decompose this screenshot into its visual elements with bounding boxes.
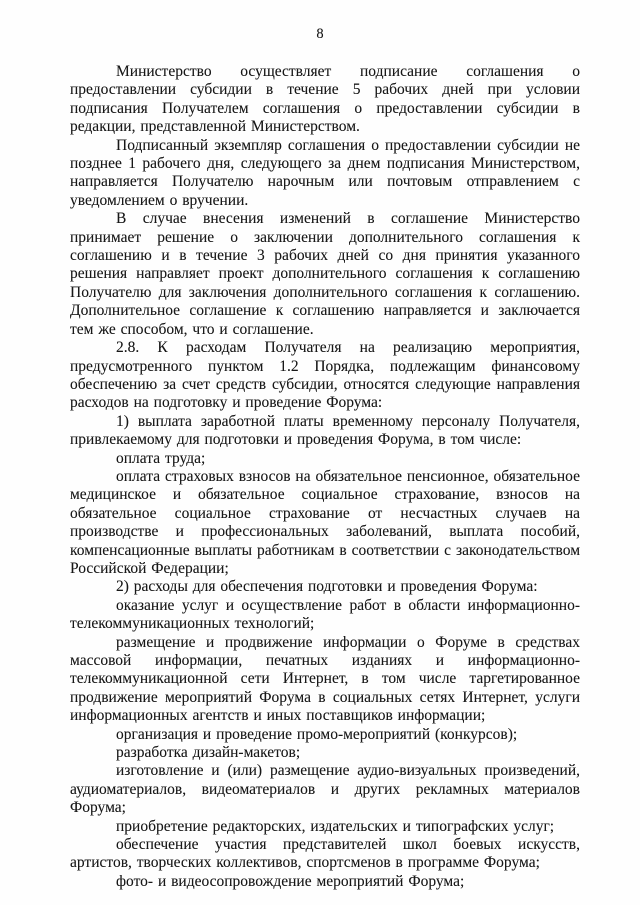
- paragraph: оказание услуг и осуществление работ в области информационно-телекоммуникационных технологий;: [70, 596, 580, 633]
- paragraph: размещение и продвижение информации о Форуме в средствах массовой информации, печатных изданиях и информационно-телекоммуникационной сети Интернет, в том числе таргетированное продвижение мероприятий Форума в социальных сетях Интернет, услуги информационных агентств и иных поставщиков информации;: [70, 633, 580, 725]
- paragraph: оплата страховых взносов на обязательное пенсионное, обязательное медицинское и обязательное социальное страхование, взносов на обязательное социальное страхование от несчастных случаев на производстве и профессиональных заболеваний, выплата пособий, компенсационные выплаты работникам в соответствии с законодательством Российской Федерации;: [70, 467, 580, 577]
- paragraph: В случае внесения изменений в соглашение Министерство принимает решение о заключении дополнительного соглашения к соглашению и в течение 3 рабочих дней со дня принятия указанного решения направляет проект дополнительного соглашения к соглашению Получателю для заключения дополнительного соглашения к соглашению. Дополнительное соглашение к соглашению направляется и заключается тем же способом, что и соглашение.: [70, 210, 580, 338]
- paragraph: Министерство осуществляет подписание соглашения о предоставлении субсидии в течение 5 рабочих дней при условии подписания Получателем соглашения о предоставлении субсидии в редакции, представленной Министерством.: [70, 63, 580, 136]
- paragraph: фото- и видеосопровождение мероприятий Форума;: [116, 872, 465, 890]
- paragraph: разработка дизайн-макетов;: [116, 744, 301, 762]
- paragraph: Подписанный экземпляр соглашения о предоставлении субсидии не позднее 1 рабочего дня, следующего за днем подписания Министерством, направляется Получателю нарочным или почтовым отправлением с уведомлением о вручении.: [70, 136, 580, 209]
- paragraph: организация и проведение промо-мероприятий (конкурсов);: [116, 725, 518, 743]
- paragraph: оплата труда;: [116, 449, 206, 467]
- paragraph: обеспечение участия представителей школ боевых искусств, артистов, творческих коллективов, спортсменов в программе Форума;: [70, 836, 580, 872]
- paragraph: 1) выплата заработной платы временному персоналу Получателя, привлекаемому для подготовки и проведения Форума, в том числе:: [70, 412, 580, 449]
- paragraph: изготовление и (или) размещение аудио-визуальных произведений, аудиоматериалов, видеоматериалов и других рекламных материалов Форума;: [70, 762, 580, 817]
- paragraph: приобретение редакторских, издательских и типографских услуг;: [116, 817, 555, 835]
- paragraph: 2.8. К расходам Получателя на реализацию мероприятия, предусмотренного пунктом 1.2 Порядка, подлежащим финансовому обеспечению за счет средств субсидии, относятся следующие направления расходов на подготовку и проведение Форума:: [70, 339, 580, 412]
- page-number: 8: [316, 26, 324, 42]
- document-body: [70, 63, 580, 891]
- paragraph: 2) расходы для обеспечения подготовки и проведения Форума:: [116, 578, 538, 596]
